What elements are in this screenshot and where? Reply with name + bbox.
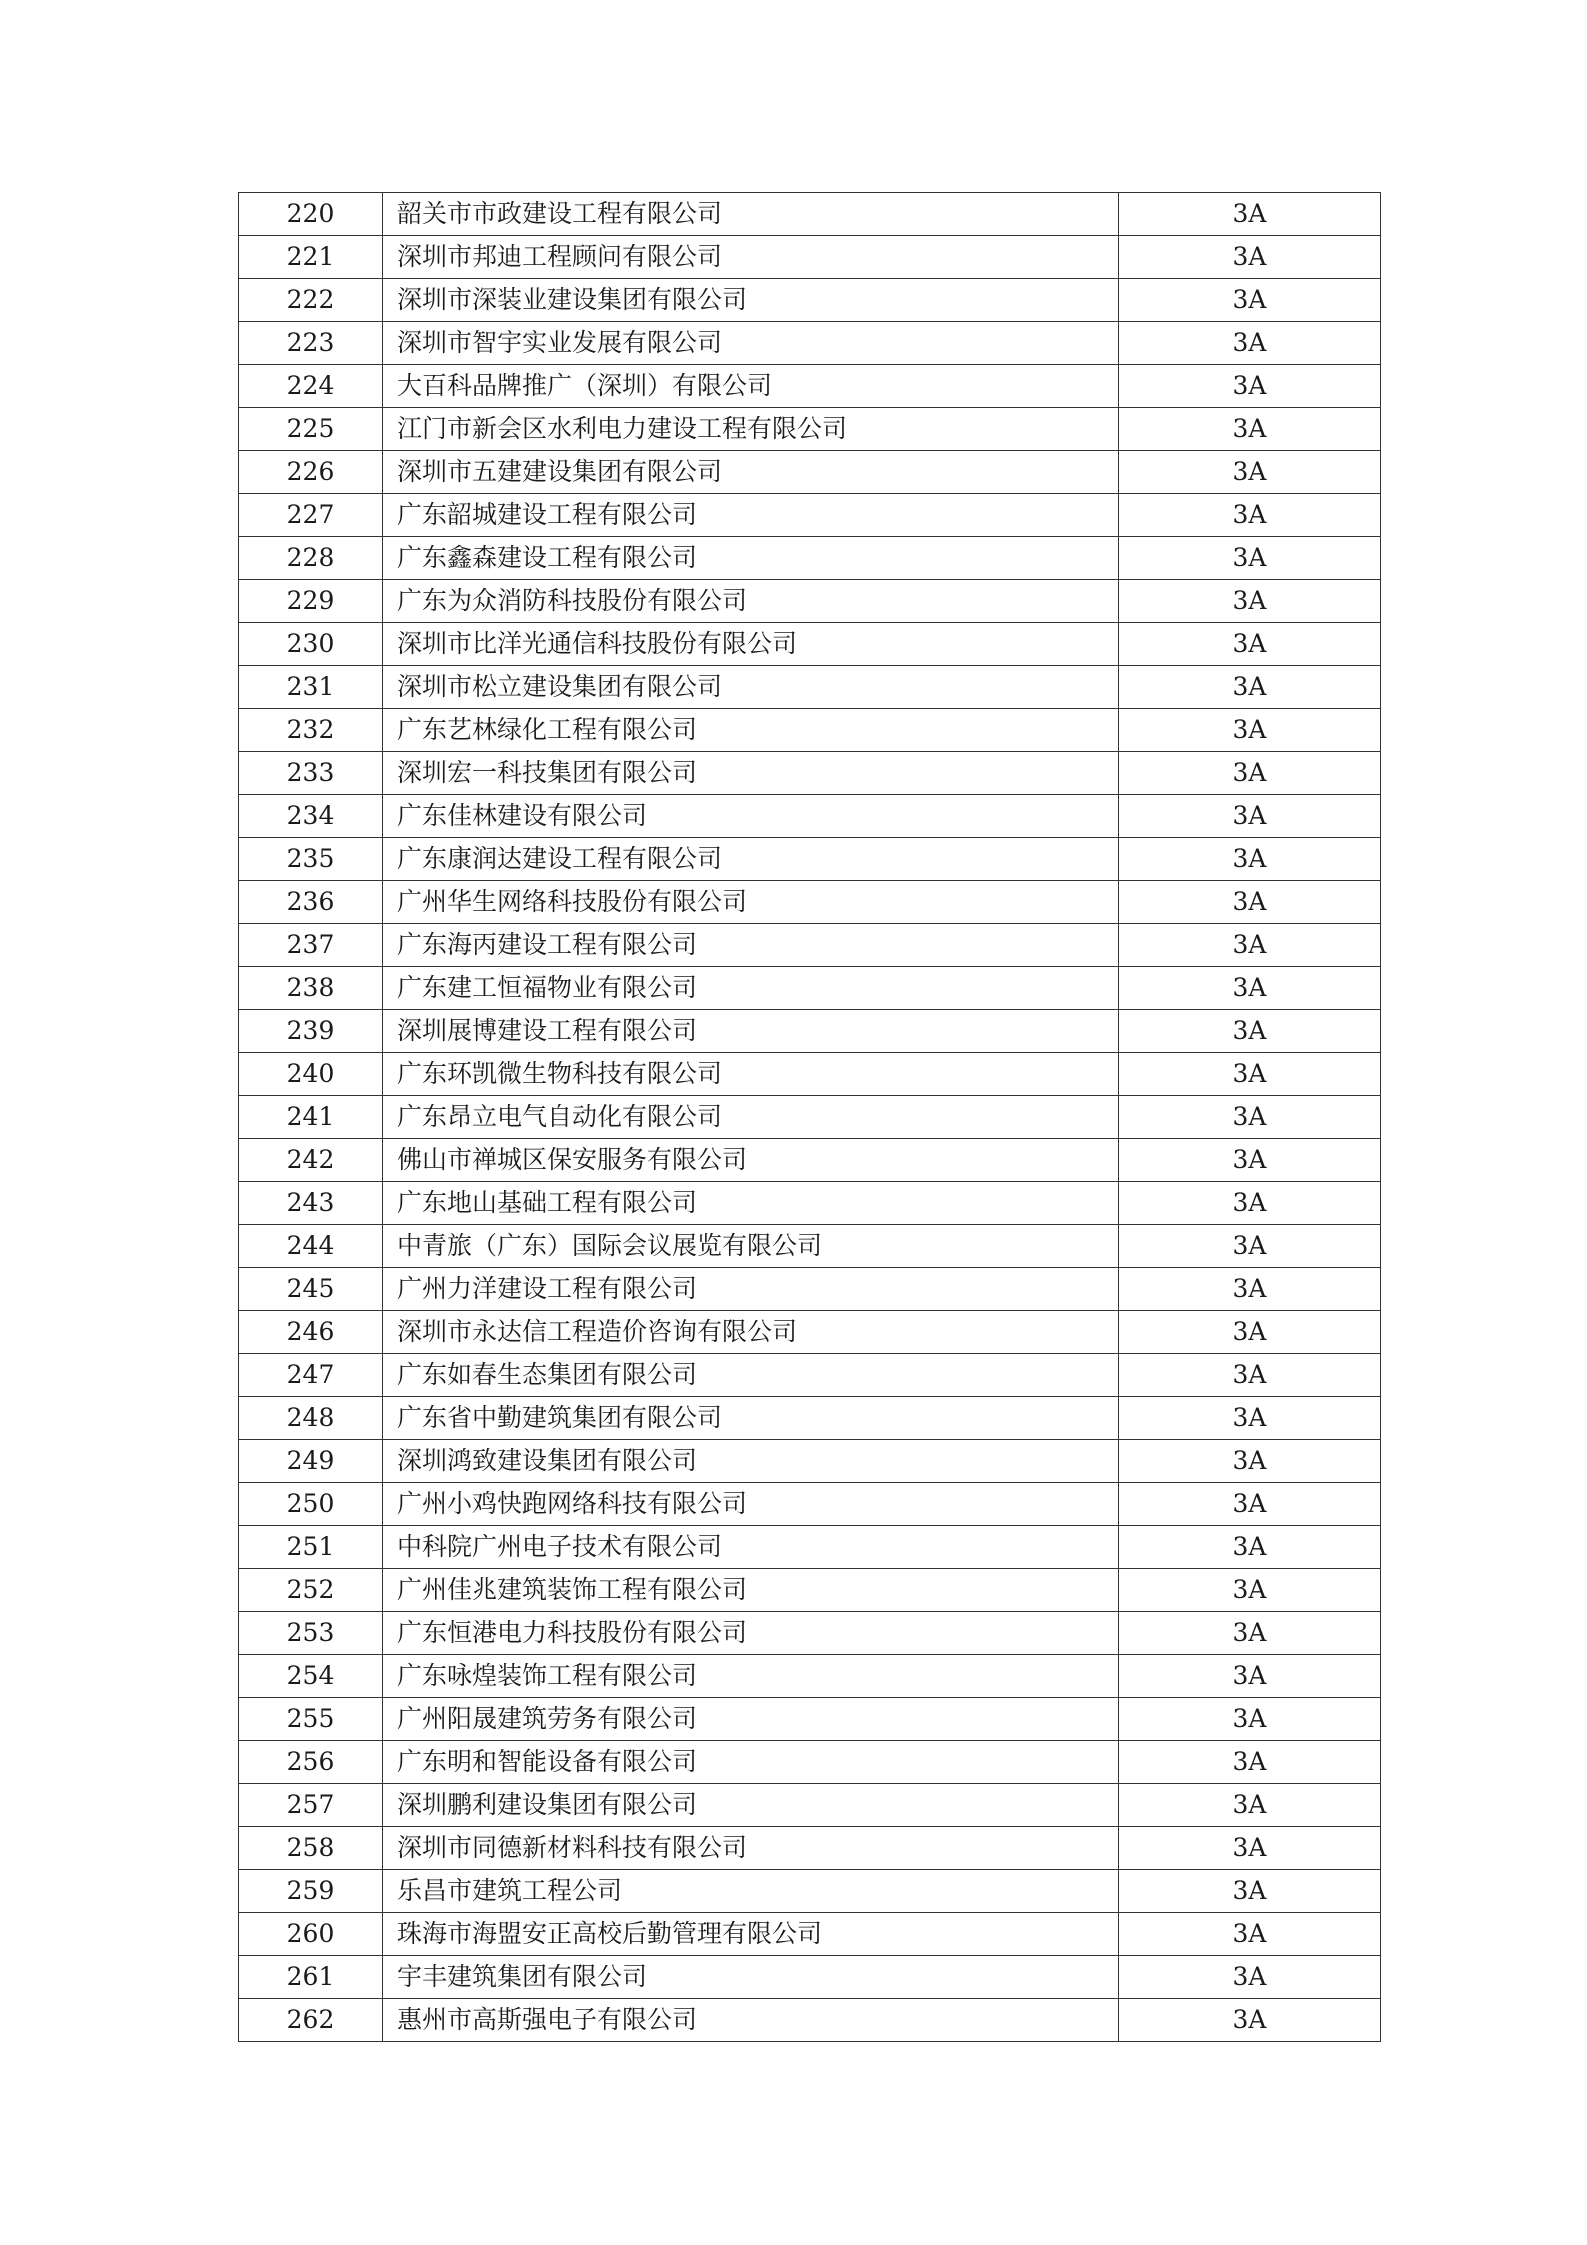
row-number-cell: 257 bbox=[239, 1784, 383, 1827]
credit-grade-cell: 3A bbox=[1119, 1010, 1381, 1053]
credit-grade-cell: 3A bbox=[1119, 494, 1381, 537]
table-row bbox=[239, 1397, 1381, 1440]
row-number-cell: 244 bbox=[239, 1225, 383, 1268]
credit-grade-cell: 3A bbox=[1119, 537, 1381, 580]
credit-grade-cell: 3A bbox=[1119, 967, 1381, 1010]
company-name-cell: 深圳市智宇实业发展有限公司 bbox=[383, 322, 1119, 365]
row-number-cell: 258 bbox=[239, 1827, 383, 1870]
table-row bbox=[239, 1655, 1381, 1698]
row-number-cell: 239 bbox=[239, 1010, 383, 1053]
row-number-cell: 224 bbox=[239, 365, 383, 408]
table-row bbox=[239, 666, 1381, 709]
company-name-cell: 广东为众消防科技股份有限公司 bbox=[383, 580, 1119, 623]
row-number-cell: 221 bbox=[239, 236, 383, 279]
table-row bbox=[239, 1182, 1381, 1225]
company-name-cell: 深圳鸿致建设集团有限公司 bbox=[383, 1440, 1119, 1483]
company-name-cell: 深圳市永达信工程造价咨询有限公司 bbox=[383, 1311, 1119, 1354]
table-row bbox=[239, 1612, 1381, 1655]
credit-grade-cell: 3A bbox=[1119, 709, 1381, 752]
table-row bbox=[239, 1956, 1381, 1999]
credit-grade-cell: 3A bbox=[1119, 666, 1381, 709]
company-name-cell: 深圳市同德新材料科技有限公司 bbox=[383, 1827, 1119, 1870]
company-name-cell: 韶关市市政建设工程有限公司 bbox=[383, 193, 1119, 236]
company-name-cell: 广东地山基础工程有限公司 bbox=[383, 1182, 1119, 1225]
company-name-cell: 惠州市高斯强电子有限公司 bbox=[383, 1999, 1119, 2042]
company-name-cell: 大百科品牌推广（深圳）有限公司 bbox=[383, 365, 1119, 408]
company-name-cell: 深圳鹏利建设集团有限公司 bbox=[383, 1784, 1119, 1827]
company-name-cell: 珠海市海盟安正高校后勤管理有限公司 bbox=[383, 1913, 1119, 1956]
table-row bbox=[239, 1827, 1381, 1870]
row-number-cell: 231 bbox=[239, 666, 383, 709]
row-number-cell: 240 bbox=[239, 1053, 383, 1096]
row-number-cell: 229 bbox=[239, 580, 383, 623]
credit-grade-cell: 3A bbox=[1119, 1870, 1381, 1913]
credit-grade-cell: 3A bbox=[1119, 1784, 1381, 1827]
credit-grade-cell: 3A bbox=[1119, 1139, 1381, 1182]
row-number-cell: 226 bbox=[239, 451, 383, 494]
table-row bbox=[239, 1999, 1381, 2042]
table-row bbox=[239, 1311, 1381, 1354]
row-number-cell: 238 bbox=[239, 967, 383, 1010]
credit-grade-cell: 3A bbox=[1119, 1096, 1381, 1139]
table-row bbox=[239, 322, 1381, 365]
credit-grade-cell: 3A bbox=[1119, 1956, 1381, 1999]
table-row bbox=[239, 709, 1381, 752]
company-rating-table bbox=[238, 192, 1381, 2042]
table-row bbox=[239, 1741, 1381, 1784]
row-number-cell: 261 bbox=[239, 1956, 383, 1999]
table-body bbox=[239, 193, 1381, 2042]
credit-grade-cell: 3A bbox=[1119, 1440, 1381, 1483]
table-row bbox=[239, 924, 1381, 967]
table-row bbox=[239, 279, 1381, 322]
credit-grade-cell: 3A bbox=[1119, 1655, 1381, 1698]
row-number-cell: 242 bbox=[239, 1139, 383, 1182]
table-row bbox=[239, 1010, 1381, 1053]
credit-grade-cell: 3A bbox=[1119, 838, 1381, 881]
company-name-cell: 广东环凯微生物科技有限公司 bbox=[383, 1053, 1119, 1096]
table-row bbox=[239, 1526, 1381, 1569]
credit-grade-cell: 3A bbox=[1119, 1612, 1381, 1655]
credit-grade-cell: 3A bbox=[1119, 279, 1381, 322]
company-name-cell: 广东如春生态集团有限公司 bbox=[383, 1354, 1119, 1397]
company-name-cell: 广州佳兆建筑装饰工程有限公司 bbox=[383, 1569, 1119, 1612]
row-number-cell: 232 bbox=[239, 709, 383, 752]
table-row bbox=[239, 1053, 1381, 1096]
company-name-cell: 深圳宏一科技集团有限公司 bbox=[383, 752, 1119, 795]
credit-grade-cell: 3A bbox=[1119, 580, 1381, 623]
company-name-cell: 广东省中勤建筑集团有限公司 bbox=[383, 1397, 1119, 1440]
company-name-cell: 广东海丙建设工程有限公司 bbox=[383, 924, 1119, 967]
company-name-cell: 广东佳林建设有限公司 bbox=[383, 795, 1119, 838]
row-number-cell: 228 bbox=[239, 537, 383, 580]
table-row bbox=[239, 1096, 1381, 1139]
credit-grade-cell: 3A bbox=[1119, 1053, 1381, 1096]
credit-grade-cell: 3A bbox=[1119, 1311, 1381, 1354]
table-row bbox=[239, 1483, 1381, 1526]
company-name-cell: 广东明和智能设备有限公司 bbox=[383, 1741, 1119, 1784]
row-number-cell: 245 bbox=[239, 1268, 383, 1311]
company-name-cell: 广东艺林绿化工程有限公司 bbox=[383, 709, 1119, 752]
credit-grade-cell: 3A bbox=[1119, 451, 1381, 494]
row-number-cell: 225 bbox=[239, 408, 383, 451]
table-row bbox=[239, 236, 1381, 279]
company-name-cell: 广东韶城建设工程有限公司 bbox=[383, 494, 1119, 537]
table-row bbox=[239, 1569, 1381, 1612]
table-row bbox=[239, 580, 1381, 623]
table-row bbox=[239, 795, 1381, 838]
table-row bbox=[239, 967, 1381, 1010]
table-row bbox=[239, 1268, 1381, 1311]
table-row bbox=[239, 365, 1381, 408]
row-number-cell: 246 bbox=[239, 1311, 383, 1354]
company-name-cell: 广州华生网络科技股份有限公司 bbox=[383, 881, 1119, 924]
table-row bbox=[239, 1784, 1381, 1827]
row-number-cell: 241 bbox=[239, 1096, 383, 1139]
credit-grade-cell: 3A bbox=[1119, 1569, 1381, 1612]
row-number-cell: 254 bbox=[239, 1655, 383, 1698]
company-name-cell: 中青旅（广东）国际会议展览有限公司 bbox=[383, 1225, 1119, 1268]
table-row bbox=[239, 881, 1381, 924]
row-number-cell: 262 bbox=[239, 1999, 383, 2042]
company-name-cell: 宇丰建筑集团有限公司 bbox=[383, 1956, 1119, 1999]
credit-grade-cell: 3A bbox=[1119, 752, 1381, 795]
company-name-cell: 中科院广州电子技术有限公司 bbox=[383, 1526, 1119, 1569]
row-number-cell: 233 bbox=[239, 752, 383, 795]
company-name-cell: 广州阳晟建筑劳务有限公司 bbox=[383, 1698, 1119, 1741]
row-number-cell: 223 bbox=[239, 322, 383, 365]
table-row bbox=[239, 1354, 1381, 1397]
table-row bbox=[239, 1139, 1381, 1182]
company-name-cell: 深圳市松立建设集团有限公司 bbox=[383, 666, 1119, 709]
table-row bbox=[239, 752, 1381, 795]
table-row bbox=[239, 451, 1381, 494]
table-row bbox=[239, 1698, 1381, 1741]
credit-grade-cell: 3A bbox=[1119, 1999, 1381, 2042]
credit-grade-cell: 3A bbox=[1119, 1526, 1381, 1569]
credit-grade-cell: 3A bbox=[1119, 365, 1381, 408]
credit-grade-cell: 3A bbox=[1119, 322, 1381, 365]
row-number-cell: 255 bbox=[239, 1698, 383, 1741]
company-name-cell: 广州力洋建设工程有限公司 bbox=[383, 1268, 1119, 1311]
row-number-cell: 237 bbox=[239, 924, 383, 967]
company-name-cell: 广东鑫森建设工程有限公司 bbox=[383, 537, 1119, 580]
row-number-cell: 251 bbox=[239, 1526, 383, 1569]
credit-grade-cell: 3A bbox=[1119, 1397, 1381, 1440]
row-number-cell: 220 bbox=[239, 193, 383, 236]
credit-grade-cell: 3A bbox=[1119, 408, 1381, 451]
company-name-cell: 广东建工恒福物业有限公司 bbox=[383, 967, 1119, 1010]
company-name-cell: 广东咏煌装饰工程有限公司 bbox=[383, 1655, 1119, 1698]
credit-grade-cell: 3A bbox=[1119, 1225, 1381, 1268]
company-name-cell: 乐昌市建筑工程公司 bbox=[383, 1870, 1119, 1913]
row-number-cell: 222 bbox=[239, 279, 383, 322]
row-number-cell: 252 bbox=[239, 1569, 383, 1612]
company-name-cell: 深圳市深装业建设集团有限公司 bbox=[383, 279, 1119, 322]
credit-grade-cell: 3A bbox=[1119, 1913, 1381, 1956]
row-number-cell: 243 bbox=[239, 1182, 383, 1225]
company-name-cell: 深圳市邦迪工程顾问有限公司 bbox=[383, 236, 1119, 279]
table-row bbox=[239, 537, 1381, 580]
company-name-cell: 江门市新会区水利电力建设工程有限公司 bbox=[383, 408, 1119, 451]
row-number-cell: 248 bbox=[239, 1397, 383, 1440]
row-number-cell: 260 bbox=[239, 1913, 383, 1956]
row-number-cell: 259 bbox=[239, 1870, 383, 1913]
table-row bbox=[239, 1225, 1381, 1268]
row-number-cell: 234 bbox=[239, 795, 383, 838]
table-row bbox=[239, 1870, 1381, 1913]
row-number-cell: 250 bbox=[239, 1483, 383, 1526]
company-name-cell: 广州小鸡快跑网络科技有限公司 bbox=[383, 1483, 1119, 1526]
table-row bbox=[239, 1913, 1381, 1956]
credit-grade-cell: 3A bbox=[1119, 1741, 1381, 1784]
credit-grade-cell: 3A bbox=[1119, 1182, 1381, 1225]
credit-grade-cell: 3A bbox=[1119, 881, 1381, 924]
row-number-cell: 227 bbox=[239, 494, 383, 537]
row-number-cell: 236 bbox=[239, 881, 383, 924]
credit-grade-cell: 3A bbox=[1119, 795, 1381, 838]
credit-grade-cell: 3A bbox=[1119, 236, 1381, 279]
row-number-cell: 253 bbox=[239, 1612, 383, 1655]
company-name-cell: 深圳市比洋光通信科技股份有限公司 bbox=[383, 623, 1119, 666]
credit-grade-cell: 3A bbox=[1119, 623, 1381, 666]
company-name-cell: 深圳市五建建设集团有限公司 bbox=[383, 451, 1119, 494]
row-number-cell: 249 bbox=[239, 1440, 383, 1483]
table-row bbox=[239, 1440, 1381, 1483]
table-row bbox=[239, 408, 1381, 451]
company-name-cell: 深圳展博建设工程有限公司 bbox=[383, 1010, 1119, 1053]
credit-grade-cell: 3A bbox=[1119, 924, 1381, 967]
row-number-cell: 247 bbox=[239, 1354, 383, 1397]
credit-grade-cell: 3A bbox=[1119, 1268, 1381, 1311]
company-name-cell: 佛山市禅城区保安服务有限公司 bbox=[383, 1139, 1119, 1182]
credit-grade-cell: 3A bbox=[1119, 1354, 1381, 1397]
credit-grade-cell: 3A bbox=[1119, 1483, 1381, 1526]
table-row bbox=[239, 623, 1381, 666]
table-row bbox=[239, 193, 1381, 236]
company-name-cell: 广东昂立电气自动化有限公司 bbox=[383, 1096, 1119, 1139]
company-name-cell: 广东康润达建设工程有限公司 bbox=[383, 838, 1119, 881]
row-number-cell: 235 bbox=[239, 838, 383, 881]
credit-grade-cell: 3A bbox=[1119, 1698, 1381, 1741]
table-row bbox=[239, 494, 1381, 537]
row-number-cell: 256 bbox=[239, 1741, 383, 1784]
credit-grade-cell: 3A bbox=[1119, 193, 1381, 236]
row-number-cell: 230 bbox=[239, 623, 383, 666]
credit-grade-cell: 3A bbox=[1119, 1827, 1381, 1870]
company-name-cell: 广东恒港电力科技股份有限公司 bbox=[383, 1612, 1119, 1655]
table-row bbox=[239, 838, 1381, 881]
